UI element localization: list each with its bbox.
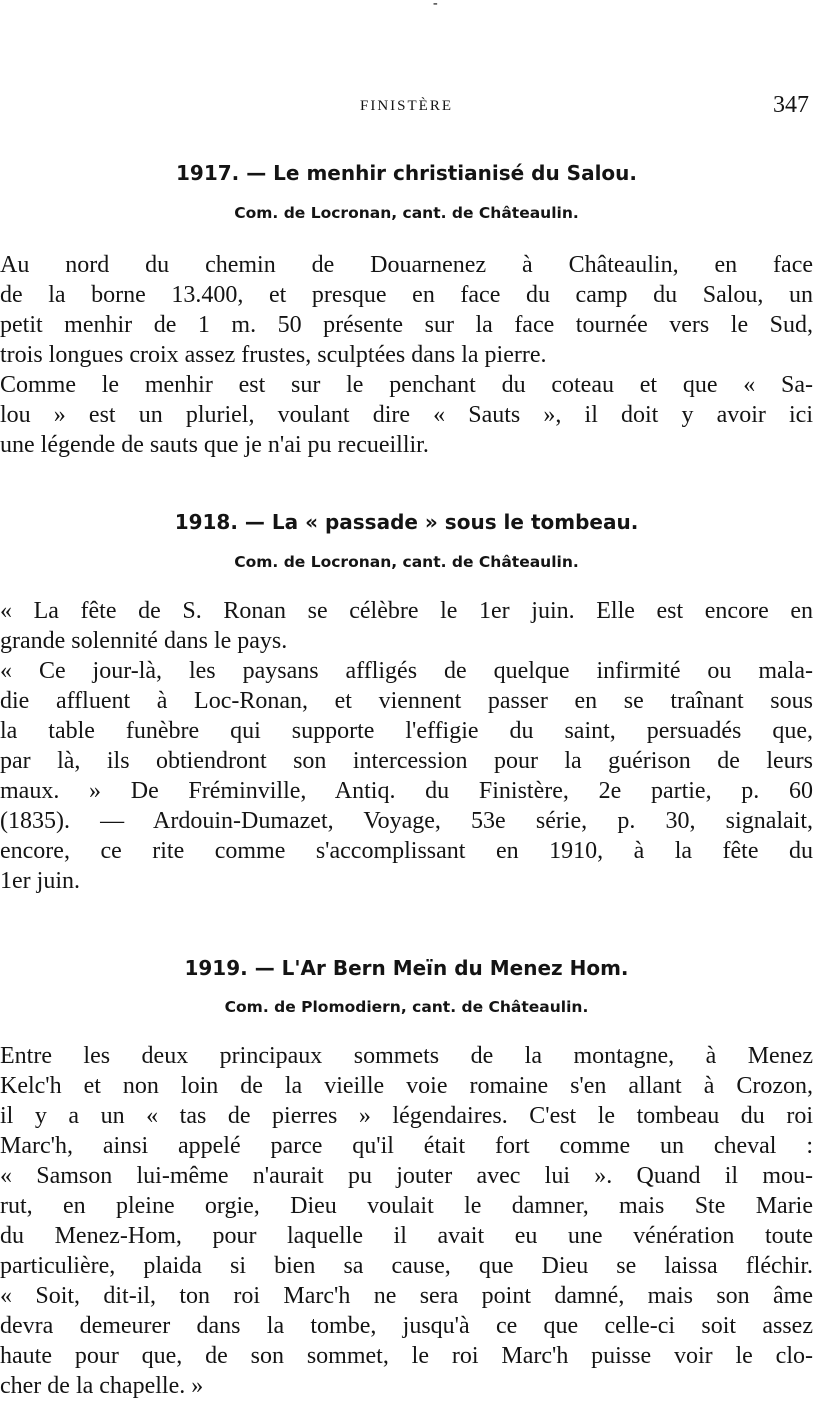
section-subtitle-1917: Com. de Locronan, cant. de Châteaulin. <box>234 204 579 222</box>
text-line: devra demeurer dans la tombe, jusqu'à ce que celle-ci soit assez <box>0 1313 813 1339</box>
text-line: « La fête de S. Ronan se célèbre le 1er juin. Elle est encore en <box>0 598 813 624</box>
text-line: Entre les deux principaux sommets de la montagne, à Menez <box>0 1043 813 1069</box>
text-line: Marc'h, ainsi appelé parce qu'il était fort comme un cheval : <box>0 1133 813 1159</box>
text-line: lou » est un pluriel, voulant dire « Sauts », il doit y avoir ici <box>0 402 813 428</box>
text-line: particulière, plaida si bien sa cause, que Dieu se laissa fléchir. <box>0 1253 813 1279</box>
text-line: grande solennité dans le pays. <box>0 628 288 654</box>
paragraph-1917-2 <box>0 370 813 460</box>
section-title-1919: 1919. — L'Ar Bern Meïn du Menez Hom. <box>184 956 629 980</box>
text-line: Au nord du chemin de Douarnenez à Châteaulin, en face <box>0 252 813 278</box>
text-line: cher de la chapelle. » <box>0 1373 204 1399</box>
text-line: la table funèbre qui supporte l'effigie du saint, persuadés que, <box>0 718 813 744</box>
text-line: (1835). — Ardouin-Dumazet, Voyage, 53e série, p. 30, signalait, <box>0 808 813 834</box>
text-line: die affluent à Loc-Ronan, et viennent passer en se traînant sous <box>0 688 813 714</box>
section-title-1917: 1917. — Le menhir christianisé du Salou. <box>175 161 638 185</box>
paragraph-1918-2 <box>0 656 813 896</box>
text-line: haute pour que, de son sommet, le roi Marc'h puisse voir le clo- <box>0 1343 813 1369</box>
text-line: une légende de sauts que je n'ai pu recueillir. <box>0 432 429 458</box>
page-header <box>0 92 813 122</box>
text-line: 1er juin. <box>0 868 80 894</box>
text-line: petit menhir de 1 m. 50 présente sur la face tournée vers le Sud, <box>0 312 813 338</box>
paragraph-1919-1 <box>0 1041 813 1401</box>
section-subtitle-1918: Com. de Locronan, cant. de Châteaulin. <box>234 553 579 571</box>
text-line: « Soit, dit-il, ton roi Marc'h ne sera point damné, mais son âme <box>0 1283 813 1309</box>
text-line: du Menez-Hom, pour laquelle il avait eu une vénération toute <box>0 1223 813 1249</box>
text-line: trois longues croix assez frustes, sculptées dans la pierre. <box>0 342 547 368</box>
section-title-1918: 1918. — La « passade » sous le tombeau. <box>174 510 639 534</box>
page-number: 347 <box>773 92 809 118</box>
text-line: rut, en pleine orgie, Dieu voulait le damner, mais Ste Marie <box>0 1193 813 1219</box>
paragraph-1917-1 <box>0 250 813 370</box>
text-line: Comme le menhir est sur le penchant du coteau et que « Sa- <box>0 372 813 398</box>
text-line: « Ce jour-là, les paysans affligés de quelque infirmité ou mala- <box>0 658 813 684</box>
running-title: FINISTÈRE <box>360 98 453 114</box>
paragraph-1918-1 <box>0 596 813 656</box>
top-mark: - <box>433 0 438 11</box>
text-line: « Samson lui-même n'aurait pu jouter avec lui ». Quand il mou- <box>0 1163 813 1189</box>
text-line: encore, ce rite comme s'accomplissant en 1910, à la fête du <box>0 838 813 864</box>
text-line: de la borne 13.400, et presque en face du camp du Salou, un <box>0 282 813 308</box>
section-subtitle-1919: Com. de Plomodiern, cant. de Châteaulin. <box>224 998 589 1016</box>
text-line: par là, ils obtiendront son intercession pour la guérison de leurs <box>0 748 813 774</box>
text-line: il y a un « tas de pierres » légendaires. C'est le tombeau du roi <box>0 1103 813 1129</box>
text-line: maux. » De Fréminville, Antiq. du Finistère, 2e partie, p. 60 <box>0 778 813 804</box>
text-line: Kelc'h et non loin de la vieille voie romaine s'en allant à Crozon, <box>0 1073 813 1099</box>
